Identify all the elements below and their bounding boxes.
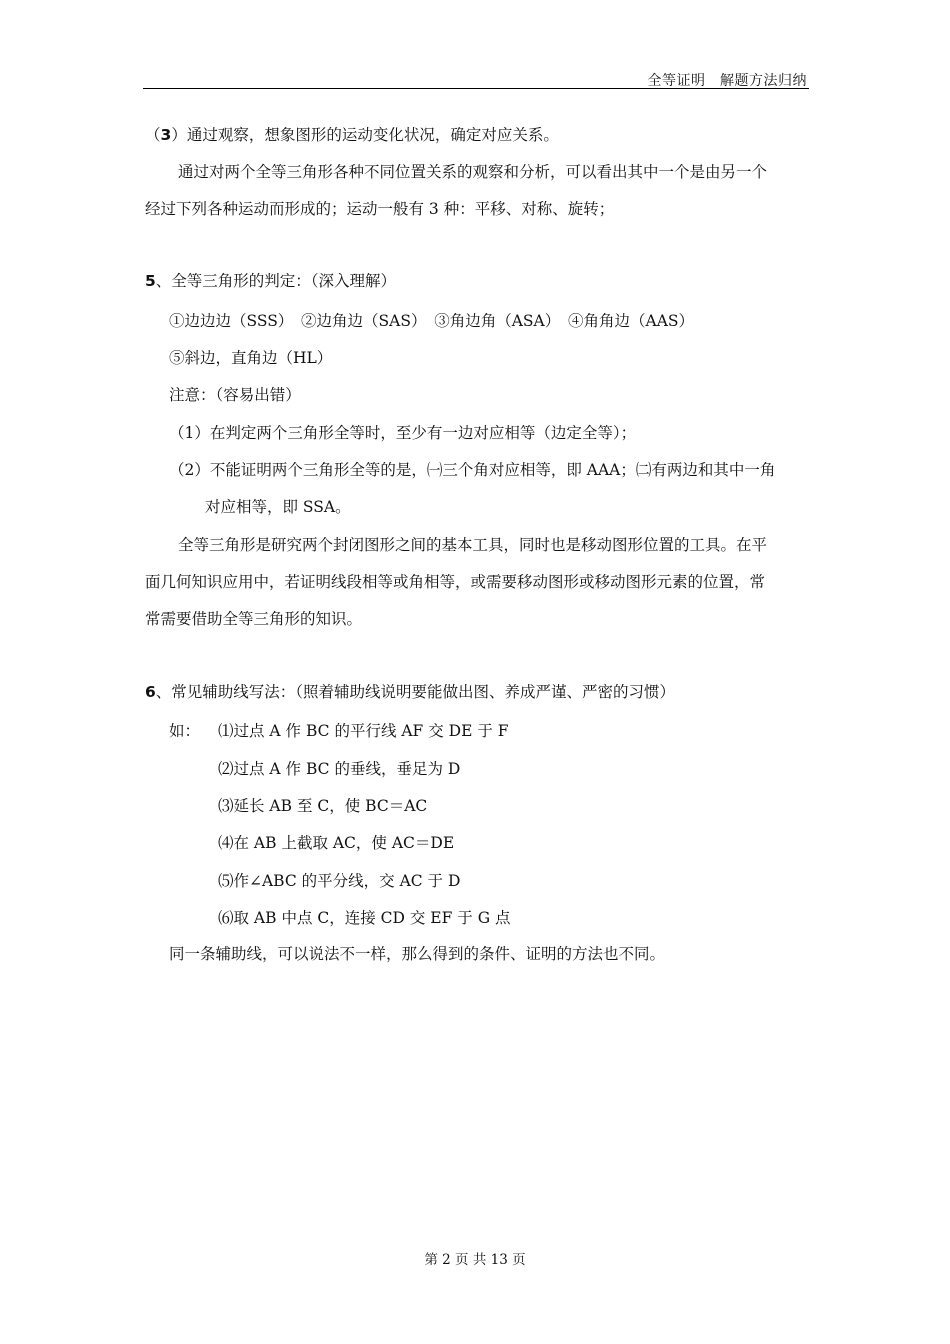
section3-heading — [145, 125, 559, 145]
note-item-2-line1: （2）不能证明两个三角形全等的是，㈠三个角对应相等，即 AAA；㈡有两边和其中一角 — [169, 461, 776, 479]
note-heading: 注意：（容易出错） — [169, 386, 301, 404]
page-header — [143, 70, 809, 89]
section6-heading — [145, 682, 675, 702]
list-item: ⑸作∠ABC 的平分线，交 AC 于 D — [218, 872, 461, 890]
list-item: ⑷在 AB 上截取 AC，使 AC＝DE — [218, 834, 455, 852]
note-item-2-line2: 对应相等，即 SSA。 — [205, 498, 351, 516]
section3-paragraph-line2: 经过下列各种运动而形成的；运动一般有 3 种：平移、对称、旋转； — [145, 200, 615, 218]
section5-paragraph-line3: 常需要借助全等三角形的知识。 — [145, 610, 363, 628]
section3-text: ）通过观察，想象图形的运动变化状况，确定对应关系。 — [171, 126, 559, 144]
section5-heading — [145, 271, 396, 291]
page-footer: 第 2 页 共 13 页 — [424, 1252, 526, 1268]
header-title: 全等证明 解题方法归纳 — [647, 73, 807, 89]
section5-number: 5 — [145, 272, 156, 290]
section5-title: 、全等三角形的判定：（深入理解） — [155, 272, 397, 290]
example-prefix: 如： — [169, 722, 201, 740]
section3-open-paren: （ — [145, 126, 161, 144]
list-item: ⑹取 AB 中点 C，连接 CD 交 EF 于 G 点 — [218, 909, 511, 927]
criteria-line1: ①边边边（SSS） ②边角边（SAS） ③角边角（ASA） ④角角边（AAS） — [169, 312, 695, 330]
criteria-line2: ⑤斜边，直角边（HL） — [169, 349, 333, 367]
section6-title: 、常见辅助线写法：（照着辅助线说明要能做出图、养成严谨、严密的习惯） — [155, 683, 676, 701]
note-item-1: （1）在判定两个三角形全等时，至少有一边对应相等（边定全等）； — [169, 424, 637, 442]
section3-paragraph-line1: 通过对两个全等三角形各种不同位置关系的观察和分析，可以看出其中一个是由另一个 — [178, 163, 768, 181]
section6-number: 6 — [145, 683, 156, 701]
list-item: ⑶延长 AB 至 C，使 BC＝AC — [218, 797, 428, 815]
section3-number: 3 — [160, 126, 172, 144]
list-item: ⑵过点 A 作 BC 的垂线，垂足为 D — [218, 760, 461, 778]
list-item: ⑴过点 A 作 BC 的平行线 AF 交 DE 于 F — [218, 722, 509, 740]
section5-paragraph-line1: 全等三角形是研究两个封闭图形之间的基本工具，同时也是移动图形位置的工具。在平 — [178, 536, 768, 554]
section5-paragraph-line2: 面几何知识应用中，若证明线段相等或角相等，或需要移动图形或移动图形元素的位置，常 — [145, 573, 766, 591]
section6-closing: 同一条辅助线，可以说法不一样，那么得到的条件、证明的方法也不同。 — [169, 945, 666, 963]
